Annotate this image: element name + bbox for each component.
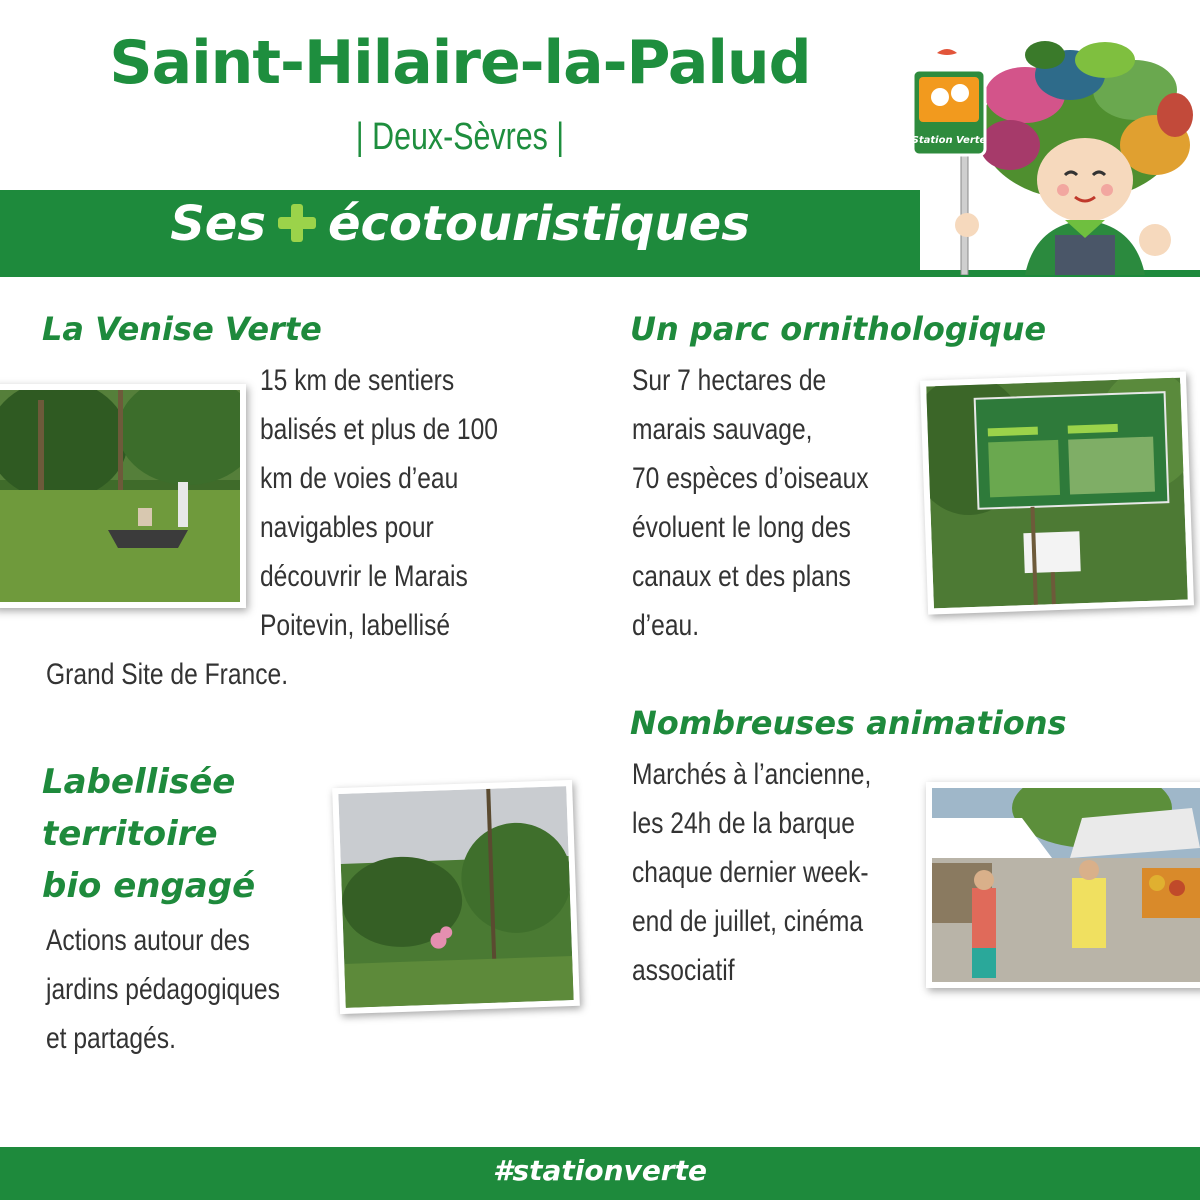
venise-text-block-1 <box>260 356 498 650</box>
venise-line: Grand Site de France. <box>46 658 289 691</box>
animations-line: chaque dernier week- <box>632 856 869 889</box>
venise-line: navigables pour <box>260 511 434 544</box>
bio-title-line: Labellisée <box>42 762 236 802</box>
mascot-illustration <box>905 35 1200 275</box>
venise-title: La Venise Verte <box>42 310 322 348</box>
bio-garden-photo <box>332 780 580 1014</box>
banner-heading <box>0 196 920 252</box>
parc-line: marais sauvage, <box>632 413 813 446</box>
animations-line: les 24h de la barque <box>632 807 855 840</box>
market-photo <box>926 782 1200 988</box>
animations-line: end de juillet, cinéma <box>632 905 864 938</box>
animations-title: Nombreuses animations <box>630 704 1067 742</box>
animations-text-block <box>632 750 871 995</box>
plus-icon <box>278 204 316 242</box>
bio-line: Actions autour des <box>46 924 250 957</box>
venise-line: balisés et plus de 100 <box>260 413 498 446</box>
animations-line: associatif <box>632 954 735 987</box>
parc-line: évoluent le long des <box>632 511 851 544</box>
animations-line: Marchés à l’ancienne, <box>632 758 872 791</box>
parc-sign-photo <box>920 371 1194 614</box>
venise-line: découvrir le Marais <box>260 560 468 593</box>
bio-title <box>42 756 255 912</box>
parc-text-block <box>632 356 869 650</box>
parc-line: Sur 7 hectares de <box>632 364 827 397</box>
logo-text: Station Verte <box>911 135 987 146</box>
page-title: Saint-Hilaire-la-Palud <box>109 28 811 98</box>
footer-hashtag: #stationverte <box>492 1154 707 1187</box>
venise-line: 15 km de sentiers <box>260 364 455 397</box>
bio-line: et partagés. <box>46 1022 176 1055</box>
banner-right-text: écotouristiques <box>327 196 750 252</box>
bio-title-line: territoire <box>42 814 218 854</box>
parc-line: canaux et des plans <box>632 560 851 593</box>
banner-left-text: Ses <box>170 196 266 252</box>
bio-text-block <box>46 916 280 1063</box>
bio-line: jardins pédagogiques <box>46 973 280 1006</box>
venise-line: km de voies d’eau <box>260 462 459 495</box>
venise-line: Poitevin, labellisé <box>260 609 451 642</box>
page-subtitle: | Deux-Sèvres | <box>355 116 565 158</box>
venise-photo <box>0 384 246 608</box>
bio-title-line: bio engagé <box>42 866 256 906</box>
parc-line: d’eau. <box>632 609 700 642</box>
parc-line: 70 espèces d’oiseaux <box>632 462 869 495</box>
parc-title: Un parc ornithologique <box>630 310 1047 348</box>
